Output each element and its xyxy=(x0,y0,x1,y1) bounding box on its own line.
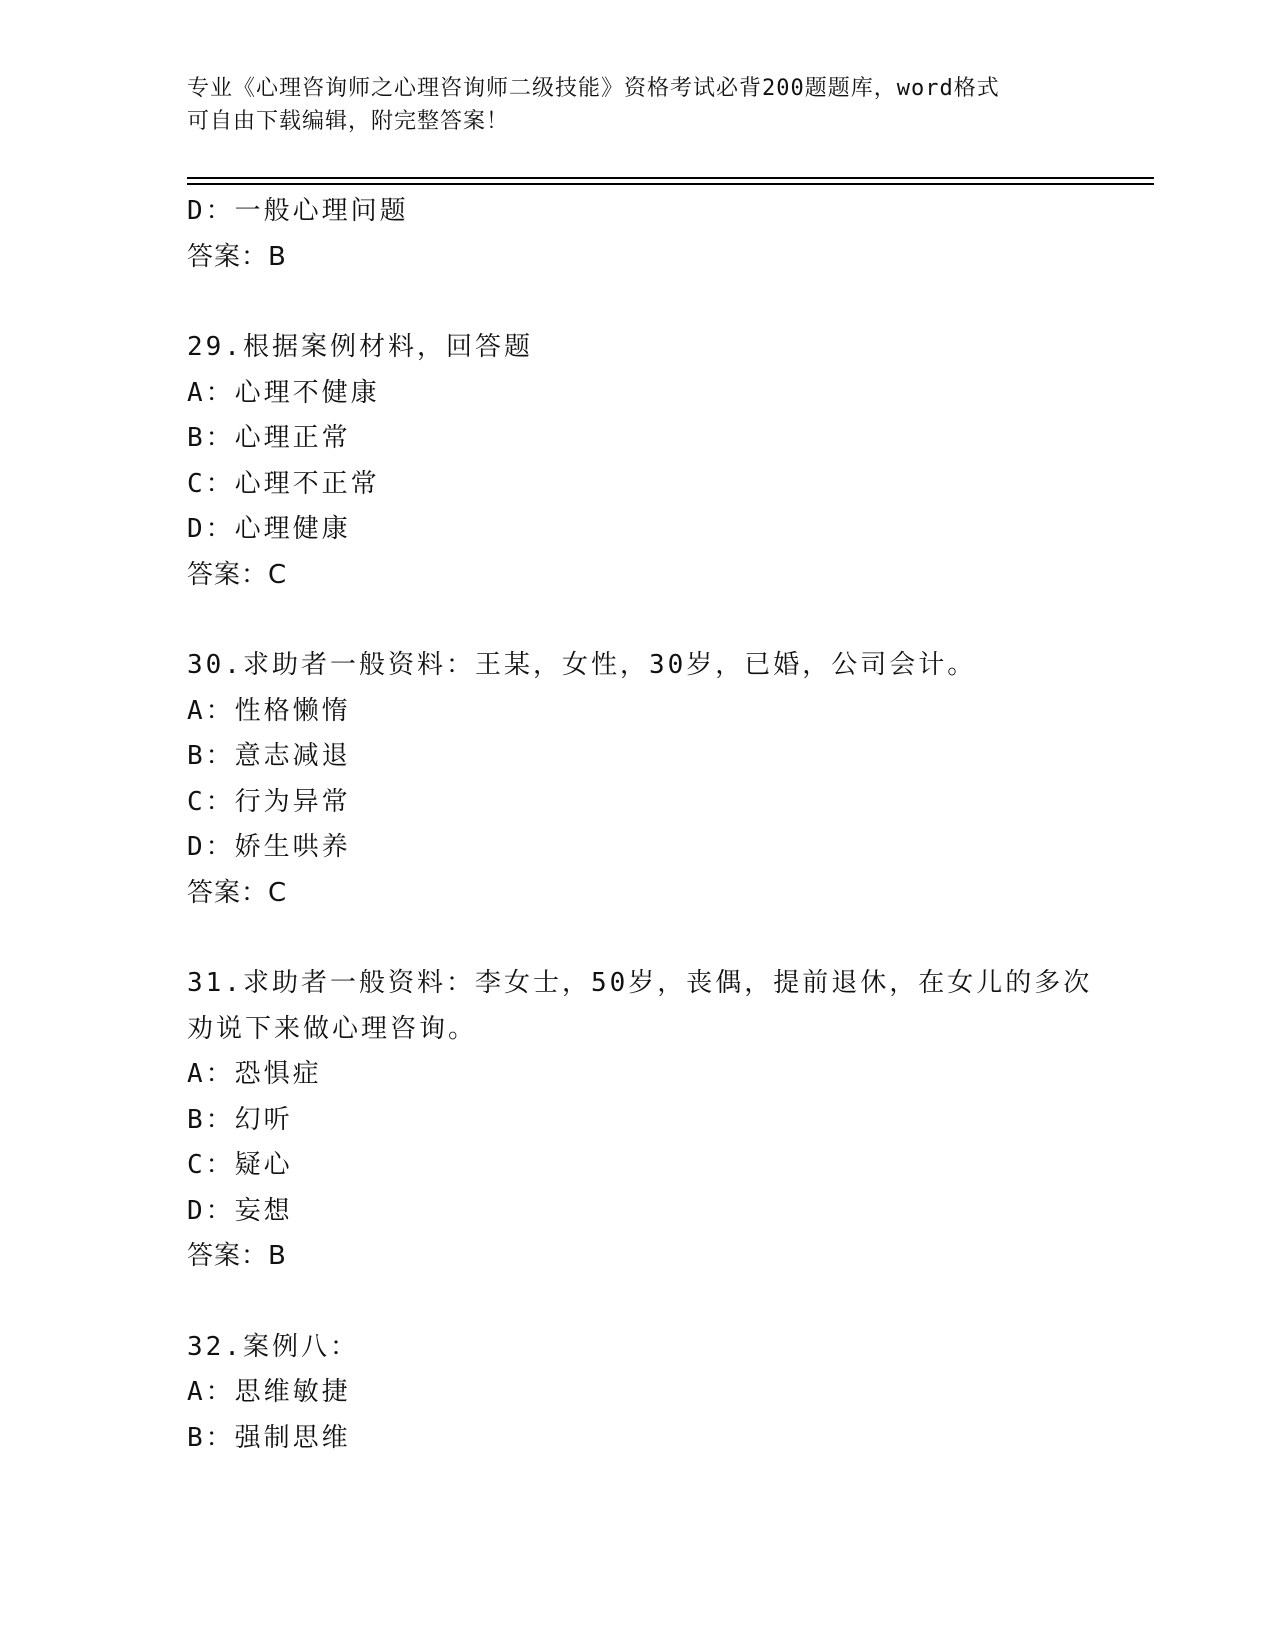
question-stem-line-2: 劝说下来做心理咨询。 xyxy=(187,1013,478,1044)
option-b: B：幻听 xyxy=(187,1104,293,1135)
document-header xyxy=(187,72,1067,138)
option-b: B：心理正常 xyxy=(187,423,351,453)
header-title-line-2: 可自由下载编辑，附完整答案！ xyxy=(187,109,510,134)
question-list xyxy=(187,189,1093,1461)
answer-line: 答案：C xyxy=(187,877,288,908)
question-stem-line-1: 31.求助者一般资料：李女士，50岁，丧偶，提前退休，在女儿的多次 xyxy=(187,968,1093,998)
option-b: B：强制思维 xyxy=(187,1422,351,1453)
header-title-line-1: 专业《心理咨询师之心理咨询师二级技能》资格考试必背200题题库，word格式 xyxy=(187,76,1000,101)
question-31 xyxy=(187,961,1093,1280)
option-d: D：妄想 xyxy=(187,1195,293,1226)
option-a: A：心理不健康 xyxy=(187,377,380,408)
question-29 xyxy=(187,325,1087,598)
option-a: A：恐惧症 xyxy=(187,1059,322,1089)
answer-line: 答案：B xyxy=(187,1241,287,1271)
question-32 xyxy=(187,1325,1087,1462)
option-b: B：意志减退 xyxy=(187,741,351,771)
option-d: D：一般心理问题 xyxy=(187,196,409,226)
spacer xyxy=(187,1280,1087,1325)
spacer xyxy=(187,916,1087,961)
question-stem: 30.求助者一般资料：王某，女性，30岁，已婚，公司会计。 xyxy=(187,650,977,680)
option-d: D：娇生哄养 xyxy=(187,832,351,862)
question-30 xyxy=(187,643,1087,916)
header-divider-bottom xyxy=(187,183,1154,185)
option-d: D：心理健康 xyxy=(187,514,351,544)
option-c: C：心理不正常 xyxy=(187,468,380,499)
spacer xyxy=(187,598,1087,643)
option-c: C：疑心 xyxy=(187,1150,293,1180)
question-28-fragment xyxy=(187,189,1087,280)
option-c: C：行为异常 xyxy=(187,786,351,817)
spacer xyxy=(187,280,1087,325)
header-divider-top xyxy=(187,177,1154,179)
answer-line: 答案：B xyxy=(187,241,287,272)
option-a: A：思维敏捷 xyxy=(187,1377,351,1407)
option-a: A：性格懒惰 xyxy=(187,695,351,726)
question-stem: 29.根据案例材料，回答题 xyxy=(187,332,533,362)
question-stem: 32.案例八： xyxy=(187,1331,359,1362)
answer-line: 答案：C xyxy=(187,559,288,590)
